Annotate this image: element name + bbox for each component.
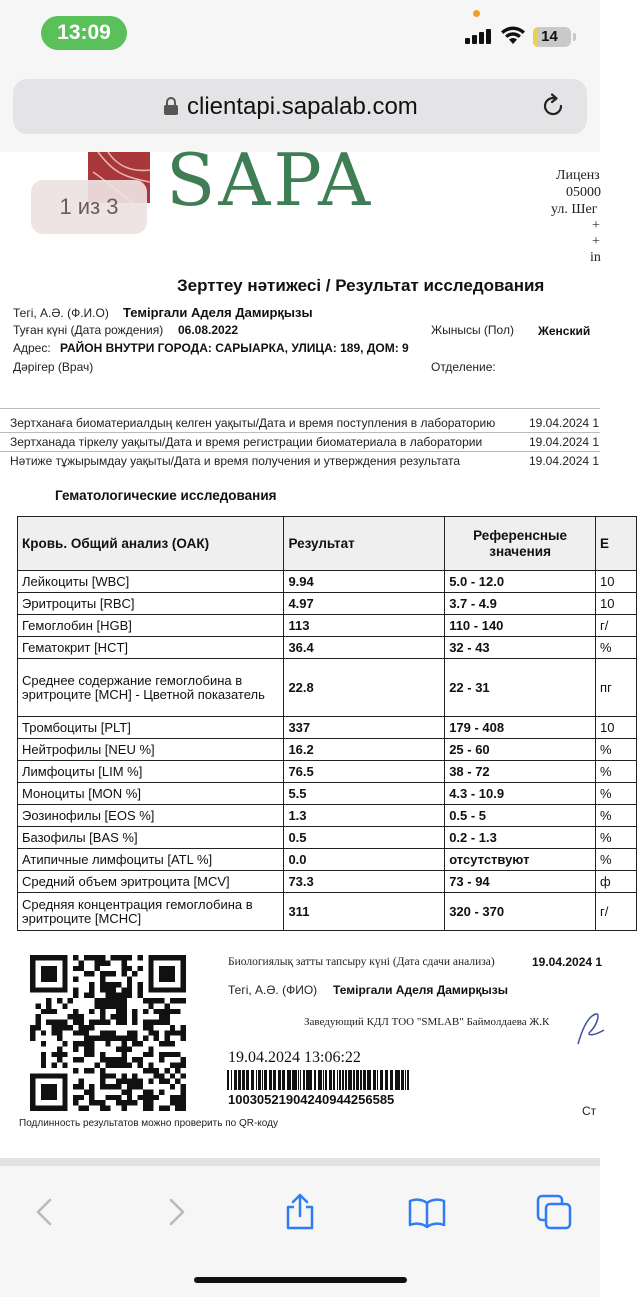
cell-units: 10 [596, 717, 637, 739]
cell-result: 0.0 [284, 849, 445, 871]
name-label: Тегі, А.Ә. (Ф.И.О) [13, 306, 109, 320]
divider [0, 432, 600, 433]
browser-toolbar [0, 1166, 600, 1297]
patient-sex: Женский [538, 324, 591, 338]
analysis-date: 19.04.2024 1 [532, 955, 603, 969]
status-time[interactable]: 13:09 [41, 16, 127, 50]
signature-icon [574, 1010, 604, 1046]
fio-label: Тегі, А.Ә. (ФИО) [228, 983, 318, 997]
timestamp-value: 19.04.2024 1 [529, 454, 600, 468]
barcode-number: 10030521904240944256585 [228, 1092, 395, 1107]
page-edge [0, 1158, 600, 1166]
section-title: Гематологические исследования [55, 488, 277, 503]
cell-test: Эозинофилы [EOS %] [18, 805, 284, 827]
cell-reference: 73 - 94 [445, 871, 596, 893]
table-row [18, 805, 637, 827]
cell-test: Гематокрит [HCT] [18, 637, 284, 659]
cell-test: Средний объем эритроцита [MCV] [18, 871, 284, 893]
page-indicator: 1 из 3 [31, 180, 147, 234]
cell-reference: 22 - 31 [445, 659, 596, 717]
wifi-icon [500, 25, 526, 45]
qr-code-icon[interactable] [30, 955, 186, 1111]
battery-icon [533, 27, 571, 47]
address-bar[interactable] [13, 79, 587, 134]
license-line: + [592, 234, 600, 249]
header-reference: Референсные значения [445, 517, 596, 571]
license-line: + [592, 218, 600, 233]
table-row [18, 739, 637, 761]
qr-note: Подлинность результатов можно проверить по QR-коду [19, 1118, 278, 1129]
battery-percent: 14 [541, 28, 558, 45]
patient-dob: 06.08.2022 [178, 323, 239, 337]
table-row [18, 659, 637, 717]
cell-reference: 0.5 - 5 [445, 805, 596, 827]
cell-result: 5.5 [284, 783, 445, 805]
cell-units: 10 [596, 571, 637, 593]
table-row [18, 571, 637, 593]
table-row [18, 717, 637, 739]
back-icon[interactable] [25, 1192, 65, 1232]
cell-result: 73.3 [284, 871, 445, 893]
table-header-row [18, 517, 637, 571]
cell-reference: 0.2 - 1.3 [445, 827, 596, 849]
cell-result: 76.5 [284, 761, 445, 783]
cell-units: % [596, 849, 637, 871]
cell-units: 10 [596, 593, 637, 615]
url-text[interactable]: clientapi.sapalab.com [187, 93, 418, 120]
cell-result: 36.4 [284, 637, 445, 659]
tabs-icon[interactable] [534, 1192, 574, 1232]
fio-value: Теміргали Аделя Дамирқызы [333, 983, 508, 997]
table-row [18, 827, 637, 849]
cell-reference: 38 - 72 [445, 761, 596, 783]
timestamp-value: 19.04.2024 1 [529, 416, 600, 430]
table-row [18, 593, 637, 615]
home-indicator[interactable] [194, 1277, 407, 1283]
cell-test: Среднее содержание гемоглобина в эритроците [MCH] - Цветной показатель [18, 659, 284, 717]
cell-test: Базофилы [BAS %] [18, 827, 284, 849]
license-line: Лиценз [556, 168, 600, 183]
timestamp-label: Нәтиже тұжырымдау уақыты/Дата и время получения и утверждения результата [10, 454, 461, 468]
cell-reference: 4.3 - 10.9 [445, 783, 596, 805]
patient-name: Теміргали Аделя Дамирқызы [123, 305, 313, 320]
table-row [18, 761, 637, 783]
table-row [18, 783, 637, 805]
cell-result: 0.5 [284, 827, 445, 849]
cell-reference: отсутствуют [445, 849, 596, 871]
pdf-page[interactable] [0, 138, 615, 1165]
cell-reference: 110 - 140 [445, 615, 596, 637]
cell-result: 9.94 [284, 571, 445, 593]
table-row [18, 871, 637, 893]
print-datetime: 19.04.2024 13:06:22 [228, 1049, 361, 1066]
cell-test: Нейтрофилы [NEU %] [18, 739, 284, 761]
bookmarks-icon[interactable] [407, 1192, 447, 1232]
cell-units: % [596, 783, 637, 805]
cell-reference: 179 - 408 [445, 717, 596, 739]
barcode-icon [227, 1070, 410, 1090]
cell-units: пг [596, 659, 637, 717]
cell-units: % [596, 805, 637, 827]
license-line: in [590, 250, 601, 265]
divider [0, 451, 600, 452]
cell-units: % [596, 761, 637, 783]
timestamp-value: 19.04.2024 1 [529, 435, 600, 449]
cell-units: г/ [596, 615, 637, 637]
cell-units: ф [596, 871, 637, 893]
cell-units: % [596, 637, 637, 659]
cell-reference: 320 - 370 [445, 893, 596, 931]
battery-tip [573, 33, 576, 41]
cell-result: 113 [284, 615, 445, 637]
address-label: Адрес: [13, 341, 51, 355]
cell-test: Средняя концентрация гемоглобина в эритроците [MCHC] [18, 893, 284, 931]
cell-units: % [596, 827, 637, 849]
doctor-label: Дәрігер (Врач) [13, 360, 94, 374]
header-units: Е [596, 517, 637, 571]
cell-reference: 5.0 - 12.0 [445, 571, 596, 593]
header-result: Результат [284, 517, 445, 571]
header-test: Кровь. Общий анализ (ОАК) [18, 517, 284, 571]
patient-address: РАЙОН ВНУТРИ ГОРОДА: САРЫАРКА, УЛИЦА: 189, ДОМ: 9 [60, 341, 409, 355]
timestamp-label: Зертханада тіркелу уақыты/Дата и время регистрации биоматериала в лаборатории [10, 435, 483, 449]
table-row [18, 849, 637, 871]
divider [0, 408, 600, 409]
cell-test: Гемоглобин [HGB] [18, 615, 284, 637]
lock-icon [163, 96, 179, 116]
cell-result: 337 [284, 717, 445, 739]
cell-test: Атипичные лимфоциты [ATL %] [18, 849, 284, 871]
cellular-signal-icon [465, 28, 493, 44]
status-bar [0, 0, 600, 66]
table-row [18, 893, 637, 931]
dob-label: Туған күні (Дата рождения) [13, 323, 164, 337]
lab-head: Заведующий КДЛ ТОО "SMLAB" Баймолдаева Ж.К [304, 1016, 550, 1028]
timestamp-label: Зертханаға биоматериалдың келген уақыты/Дата и время поступления в лабораторию [10, 416, 496, 430]
privacy-indicator-icon [473, 10, 480, 17]
sex-label: Жынысы (Пол) [431, 323, 514, 337]
analysis-date-label: Биологиялық затты тапсыру күні (Дата сдачи анализа) [228, 956, 495, 968]
cell-test: Моноциты [MON %] [18, 783, 284, 805]
license-line: ул. Шег [551, 202, 598, 217]
table-row [18, 615, 637, 637]
cell-test: Лимфоциты [LIM %] [18, 761, 284, 783]
results-table [17, 516, 637, 931]
cell-reference: 25 - 60 [445, 739, 596, 761]
cell-test: Эритроциты [RBC] [18, 593, 284, 615]
cell-test: Лейкоциты [WBC] [18, 571, 284, 593]
cell-reference: 32 - 43 [445, 637, 596, 659]
cell-result: 1.3 [284, 805, 445, 827]
cell-result: 22.8 [284, 659, 445, 717]
cell-test: Тромбоциты [PLT] [18, 717, 284, 739]
table-row [18, 637, 637, 659]
license-line: 05000 [566, 185, 601, 200]
share-icon[interactable] [280, 1192, 320, 1232]
stamp-text: Ст [582, 1104, 597, 1118]
cell-result: 16.2 [284, 739, 445, 761]
cell-result: 311 [284, 893, 445, 931]
forward-icon[interactable] [156, 1192, 196, 1232]
cell-reference: 3.7 - 4.9 [445, 593, 596, 615]
cell-units: г/ [596, 893, 637, 931]
logo-text: SAPA [166, 138, 374, 222]
reload-icon[interactable] [539, 92, 567, 120]
document-title: Зерттеу нәтижесі / Результат исследования [177, 276, 545, 295]
department-label: Отделение: [431, 360, 496, 374]
cell-units: % [596, 739, 637, 761]
cell-result: 4.97 [284, 593, 445, 615]
